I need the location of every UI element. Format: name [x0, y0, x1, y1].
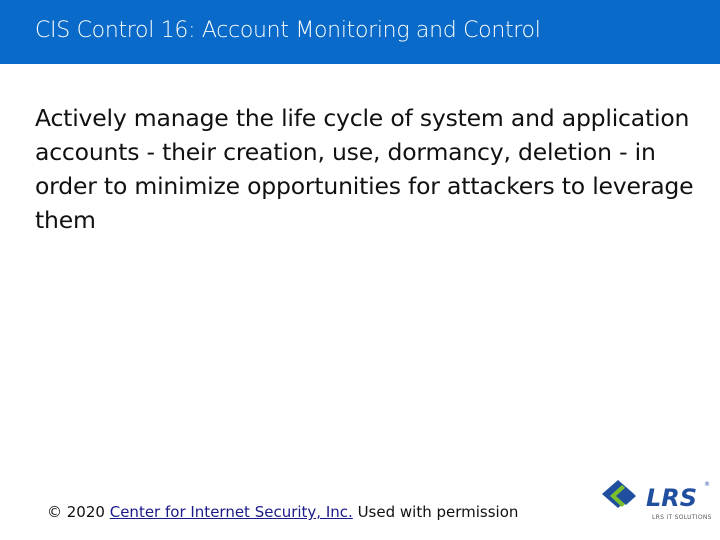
lrs-logo-text: LRS: [646, 484, 698, 512]
registered-mark: ®: [704, 481, 710, 488]
title-bar: [0, 0, 720, 64]
slide-title: CIS Control 16: Account Monitoring and Control: [35, 18, 541, 43]
permission-text: Used with permission: [357, 503, 519, 521]
slide-body-text: Actively manage the life cycle of system and application accounts - their creation, use, dormancy, deletion - in order to minimize opportunities for attackers to leverage them: [35, 104, 694, 234]
lrs-logo-subtitle: LRS IT SOLUTIONS: [652, 514, 712, 521]
cis-link[interactable]: Center for Internet Security, Inc.: [109, 503, 353, 521]
footer-credit: [47, 503, 518, 521]
copyright-text: © 2020: [47, 503, 105, 521]
lrs-diamond-icon: [602, 480, 636, 508]
